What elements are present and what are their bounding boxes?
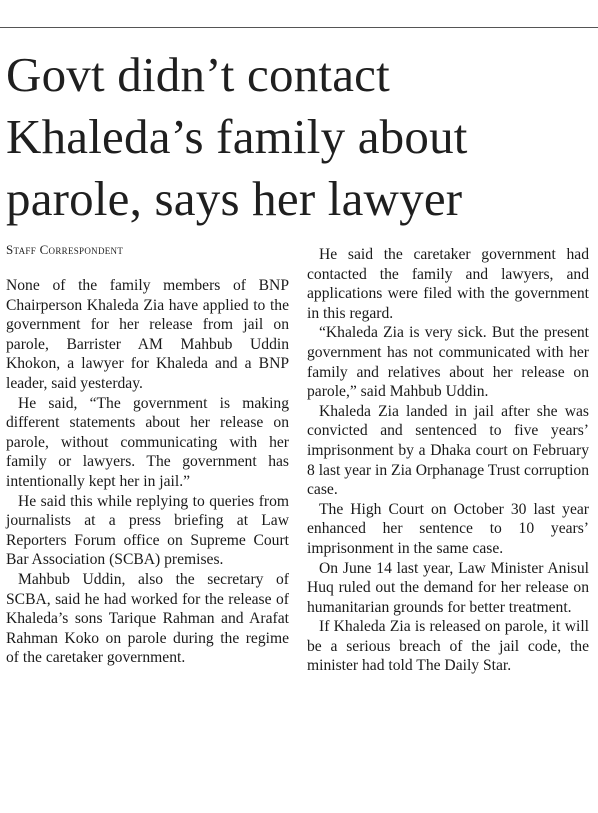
headline-line-3: parole, says her lawyer	[6, 171, 463, 226]
left-column	[6, 276, 289, 668]
headline-line-2: Khaleda’s family about	[6, 109, 468, 164]
article-headline	[6, 44, 594, 230]
top-rule	[0, 27, 598, 28]
paragraph: He said, “The government is making different statements about her release on parole, without communicating with her family or lawyers. The government has intentionally kept her in jail.”	[6, 394, 289, 490]
headline-line-1: Govt didn’t contact	[6, 47, 390, 102]
paragraph: Khaleda Zia landed in jail after she was convicted and sentenced to five years’ imprisonment by a Dhaka court on February 8 last year in Zia Orphanage Trust corruption case.	[307, 402, 589, 499]
paragraph: None of the family members of BNP Chairperson Khaleda Zia have applied to the government for her release from jail on parole, Barrister AM Mahbub Uddin Khokon, a lawyer for Khaleda and a BNP leader, said yesterday.	[6, 277, 289, 392]
paragraph: Mahbub Uddin, also the secretary of SCBA, said he had worked for the release of Khaleda’s sons Tarique Rahman and Arafat Rahman Koko on parole during the regime of the caretaker government.	[6, 570, 289, 667]
paragraph: He said the caretaker government had contacted the family and lawyers, and applications were filed with the government in this regard.	[307, 246, 589, 322]
paragraph: The High Court on October 30 last year enhanced her sentence to 10 years’ imprisonment in the same case.	[307, 500, 589, 557]
paragraph: He said this while replying to queries from journalists at a press briefing at Law Reporters Forum office on Supreme Court Bar Association (SCBA) premises.	[6, 492, 289, 569]
byline: Staff Correspondent	[6, 242, 124, 257]
right-column	[307, 245, 589, 676]
paragraph: On June 14 last year, Law Minister Anisul Huq ruled out the demand for her release on humanitarian grounds for better treatment.	[307, 559, 589, 616]
paragraph: If Khaleda Zia is released on parole, it will be a serious breach of the jail code, the minister had told The Daily Star.	[307, 618, 589, 675]
paragraph: “Khaleda Zia is very sick. But the present government has not communicated with her family and relatives about her release on parole,” said Mahbub Uddin.	[307, 324, 589, 401]
